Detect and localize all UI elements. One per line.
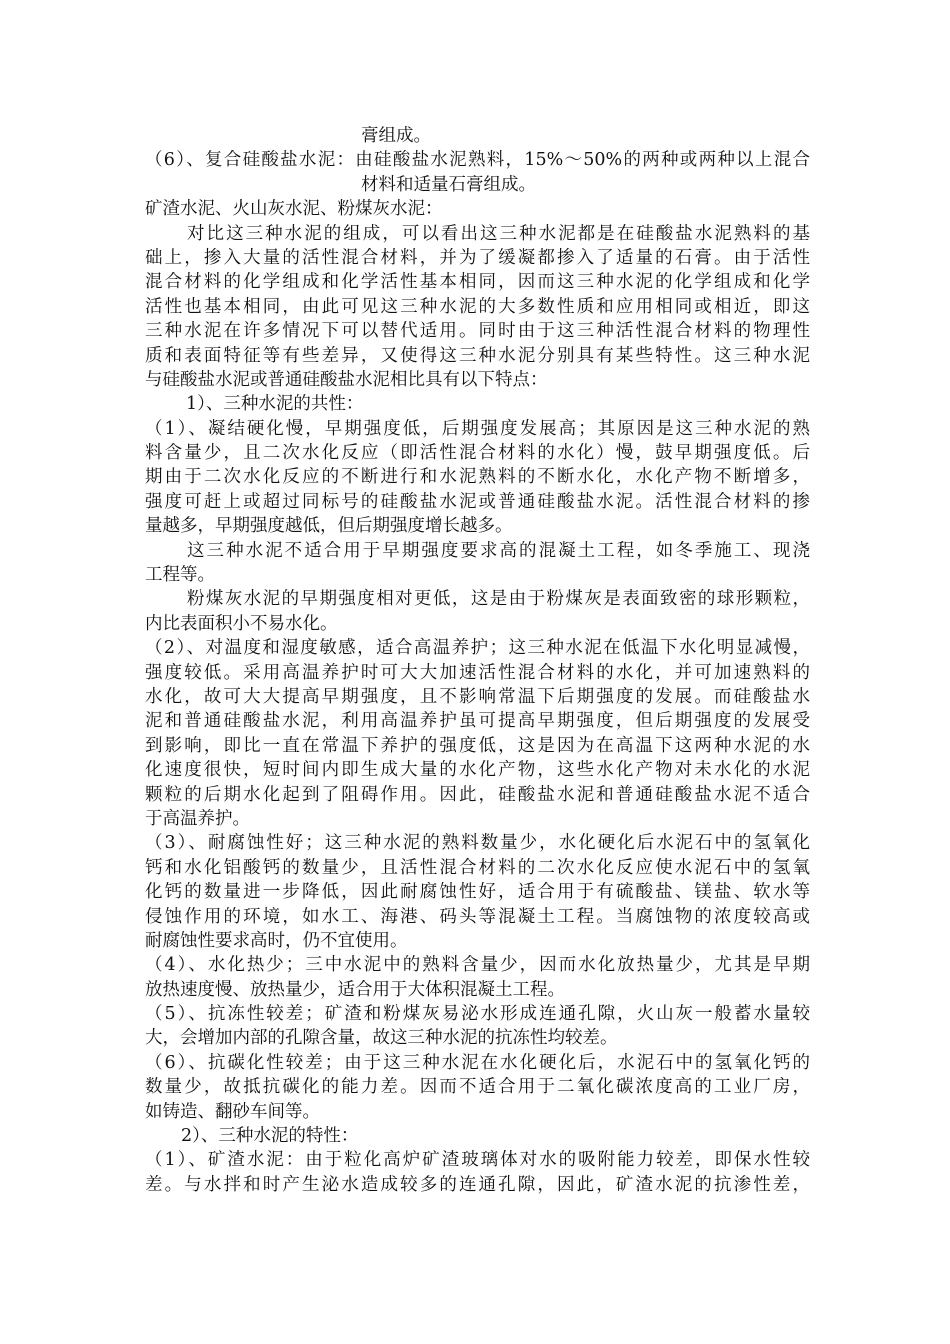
text-line: 如铸造、翻砂车间等。 [145,1101,320,1122]
text-line: 耐腐蚀性要求高时，仍不宜使用。 [145,930,408,951]
text-line: 放热速度慢、放热量少，适合用于大体积混凝土工程。 [145,979,565,1000]
text-line: 大，会增加内部的孔隙含量，故这三种水泥的抗冻性均较差。 [145,1028,618,1049]
text-line: （6）、复合硅酸盐水泥：由硅酸盐水泥熟料，15%～50%的两种或两种以上混合 [145,150,810,171]
text-line: 数量少，故抵抗碳化的能力差。因而不适合用于二氧化碳浓度高的工业厂房， [145,1077,810,1098]
text-line: 与硅酸盐水泥或普通硅酸盐水泥相比具有以下特点： [145,369,548,390]
text-line: 工程等。 [145,565,215,586]
text-line: 泥和普通硅酸盐水泥，利用高温养护虽可提高早期强度，但后期强度的发展受 [145,711,810,732]
text-line: 化钙的数量进一步降低，因此耐腐蚀性好，适合用于有硫酸盐、镁盐、软水等 [145,882,810,903]
text-line: 强度可赶上或超过同标号的硅酸盐水泥或普通硅酸盐水泥。活性混合材料的掺 [145,491,810,512]
text-line: 这三种水泥不适合用于早期强度要求高的混凝土工程，如冬季施工、现浇 [187,540,810,561]
text-line: 到影响，即比一直在常温下养护的强度低，这是因为在高温下这两种水泥的水 [145,735,810,756]
text-line: 对比这三种水泥的组成，可以看出这三种水泥都是在硅酸盐水泥熟料的基 [187,223,810,244]
text-line: 础上，掺入大量的活性混合材料，并为了缓凝都掺入了适量的石膏。由于活性 [145,247,810,268]
text-line: 差。与水拌和时产生泌水造成较多的连通孔隙，因此，矿渣水泥的抗渗性差， [145,1174,810,1195]
text-line: 颗粒的后期水化起到了阻碍作用。因此，硅酸盐水泥和普通硅酸盐水泥不适合 [145,784,810,805]
text-line: 钙和水化铝酸钙的数量少，且活性混合材料的二次水化反应使水泥石中的氢氧 [145,857,810,878]
text-line: （6）、抗碳化性较差；由于这三种水泥在水化硬化后，水泥石中的氢氧化钙的 [145,1052,810,1073]
text-line: 质和表面特征等有些差异，又使得这三种水泥分别具有某些特性。这三种水泥 [145,345,810,366]
text-line: 膏组成。 [361,126,431,146]
text-line: 粉煤灰水泥的早期强度相对更低，这是由于粉煤灰是表面致密的球形颗粒， [187,589,810,610]
text-line: 期由于二次水化反应的不断进行和水泥熟料的不断水化，水化产物不断增多， [145,467,810,488]
text-line: 水化，故可大大提高早期强度，且不影响常温下后期强度的发展。而硅酸盐水 [145,686,810,707]
document-page [145,124,810,1197]
text-line: 量越多，早期强度越低，但后期强度增长越多。 [145,516,513,537]
text-line: 料含量少，且二次水化反应（即活性混合材料的水化）慢，鼓早期强度低。后 [145,443,810,464]
text-line: 材料和适量石膏组成。 [361,174,536,195]
text-line: 化速度很快，短时间内即生成大量的水化产物，这些水化产物对未水化的水泥 [145,760,810,781]
text-line: （1）、矿渣水泥：由于粒化高炉矿渣玻璃体对水的吸附能力较差，即保水性较 [145,1150,810,1171]
text-line: 混合材料的化学组成和化学活性基本相同，因而这三种水泥的化学组成和化学 [145,272,810,293]
text-line: 1）、三种水泥的共性： [186,394,364,415]
text-line: 强度较低。采用高温养护时可大大加速活性混合材料的水化，并可加速熟料的 [145,662,810,683]
text-line: （5）、抗冻性较差；矿渣和粉煤灰易泌水形成连通孔隙，火山灰一般蓄水量较 [145,1004,810,1025]
text-line: 于高温养护。 [145,808,250,829]
text-line: （3）、耐腐蚀性好；这三种水泥的熟料数量少，水化硬化后水泥石中的氢氧化 [145,833,810,854]
text-line: （1）、凝结硬化慢，早期强度低，后期强度发展高；其原因是这三种水泥的熟 [145,418,810,439]
text-line: 内比表面积小不易水化。 [145,613,338,634]
text-line: （4）、水化热少；三中水泥中的熟料含量少，因而水化放热量少，尤其是早期 [145,955,810,976]
text-line: 三种水泥在许多情况下可以替代适用。同时由于这三种活性混合材料的物理性 [145,321,810,342]
text-line: 侵蚀作用的环境，如水工、海港、码头等混凝土工程。当腐蚀物的浓度较高或 [145,906,810,927]
text-line: （2）、对温度和湿度敏感，适合高温养护；这三种水泥在低温下水化明显减慢， [145,638,810,659]
text-line: 2）、三种水泥的特性： [181,1126,359,1147]
text-line: 矿渣水泥、火山灰水泥、粉煤灰水泥： [145,199,443,220]
text-line: 活性也基本相同，由此可见这三种水泥的大多数性质和应用相同或相近，即这 [145,296,810,317]
